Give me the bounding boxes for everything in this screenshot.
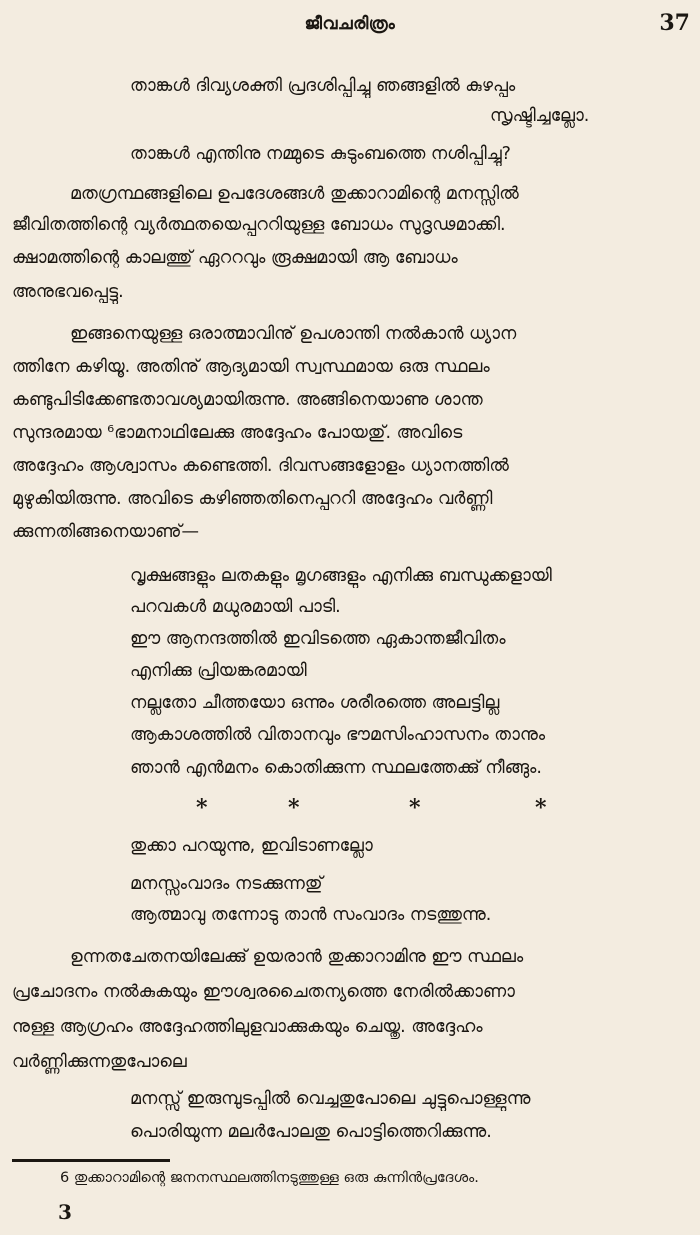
paragraph-line: ജീവിതത്തിന്റെ വ്യർത്ഥതയെപ്പററിയുള്ള ബോധം സുദൃഢമാക്കി. [12,215,506,235]
verse-line: സൃഷ്ടിച്ചല്ലോ. [490,106,590,126]
paragraph-line: ത്തിനേ കഴിയൂ. അതിനു് ആദ്യമായി സ്വസ്ഥമായ ഒരു സ്ഥലം [12,357,490,377]
verse-line: ആത്മാവു തന്നോടു താൻ സംവാദം നടത്തുന്നു. [130,905,492,925]
verse-line: താങ്കൾ ദിവ്യശക്തി പ്രദശിപ്പിച്ചു ഞങ്ങളിൽ കുഴപ്പം [130,76,516,96]
paragraph-line: കണ്ടുപിടിക്കേണ്ടതാവശ്യമായിരുന്നു. അങ്ങിനെയാണു ശാന്ത [12,390,483,410]
paragraph-line: പ്രചോദനം നൽകുകയും ഈശ്വരചൈതന്യത്തെ നേരിൽക്കാണാ [12,982,515,1002]
verse-line: ഈ ആനന്ദത്തിൽ ഇവിടത്തെ ഏകാന്തജീവിതം [130,629,506,649]
paragraph-line: അനുഭവപ്പെട്ടു. [12,282,124,302]
paragraph-line: മുഴുകിയിരുന്നു. അവിടെ കഴിഞ്ഞതിനെപ്പററി അദ്ദേഹം വർണ്ണി [12,489,493,509]
signature-mark: 3 [58,1200,72,1224]
separator-star: * [409,795,421,821]
verse-line: എനിക്കു പ്രിയങ്കരമായി [130,661,307,681]
paragraph-line: വർണ്ണിക്കുന്നതുപോലെ [12,1052,187,1072]
separator-star: * [196,795,208,821]
paragraph-line: സുന്ദരമായ ⁶ഭാമനാഥിലേക്കു അദ്ദേഹം പോയതു്. അവിടെ [12,423,463,443]
section-separator [0,795,700,819]
separator-star: * [535,795,547,821]
paragraph-line: ക്കുന്നതിങ്ങനെയാണു്— [12,522,200,542]
verse-line: നല്ലതോ ചീത്തയോ ഒന്നും ശരീരത്തെ അലട്ടില്ല [130,693,500,713]
verse-line: പറവകൾ മധുരമായി പാടി. [130,597,341,617]
verse-line: ഞാൻ എൻമനം കൊതിക്കുന്ന സ്ഥലത്തേക്കു് നീങ്ങും. [130,758,542,778]
verse-line: പൊരിയുന്ന മലർപോലതു പൊട്ടിത്തെറിക്കുന്നു. [130,1122,492,1142]
page-number: 37 [659,10,690,36]
footnote: 6 തുക്കാറാമിന്റെ ജനനസ്ഥലത്തിനടുത്തുള്ള ഒരു കുന്നിൻപ്രദേശം. [60,1170,479,1186]
verse-line: ആകാശത്തിൽ വിതാനവും ഭൗമസിംഹാസനം താനും [130,725,546,745]
paragraph-line: ക്ഷാമത്തിന്റെ കാലത്തു് ഏററവും രൂക്ഷമായി ആ ബോധം [12,248,458,268]
paragraph-line: ഉന്നതചേതനയിലേക്കു് ഉയരാൻ തുക്കാറാമിനു ഈ സ്ഥലം [70,947,524,967]
paragraph-line: ഇങ്ങനെയുള്ള ഒരാത്മാവിനു് ഉപശാന്തി നൽകാൻ ധ്യാന [70,324,517,344]
footnote-rule [12,1159,170,1162]
verse-line: താങ്കൾ എന്തിനു നമ്മുടെ കുടുംബത്തെ നശിപ്പിച്ചു? [130,144,511,164]
verse-line: മനസ്സംവാദം നടക്കുന്നതു് [130,874,323,894]
paragraph-line: നുള്ള ആഗ്രഹം അദ്ദേഹത്തിലുളവാക്കുകയും ചെയ്തു. അദ്ദേഹം [12,1017,483,1037]
verse-line: മനസ്സു് ഇരുമ്പുടപ്പിൽ വെച്ചതുപോലെ ചുട്ടുപൊള്ളുന്നു [130,1089,531,1109]
paragraph-line: മതഗ്രന്ഥങ്ങളിലെ ഉപദേശങ്ങൾ തുക്കാറാമിന്റെ മനസ്സിൽ [70,184,519,204]
verse-line: വൃക്ഷങ്ങളും ലതകളും മൃഗങ്ങളും എനിക്കു ബന്ധുക്കളായി [130,566,552,586]
paragraph-line: അദ്ദേഹം ആശ്വാസം കണ്ടെത്തി. ദിവസങ്ങളോളം ധ്യാനത്തിൽ [12,456,509,476]
running-header-title: ജീവചരിത്രം [304,14,396,34]
separator-star: * [288,795,300,821]
verse-line: തുക്കാ പറയുന്നു, ഇവിടാണല്ലോ [130,836,373,856]
